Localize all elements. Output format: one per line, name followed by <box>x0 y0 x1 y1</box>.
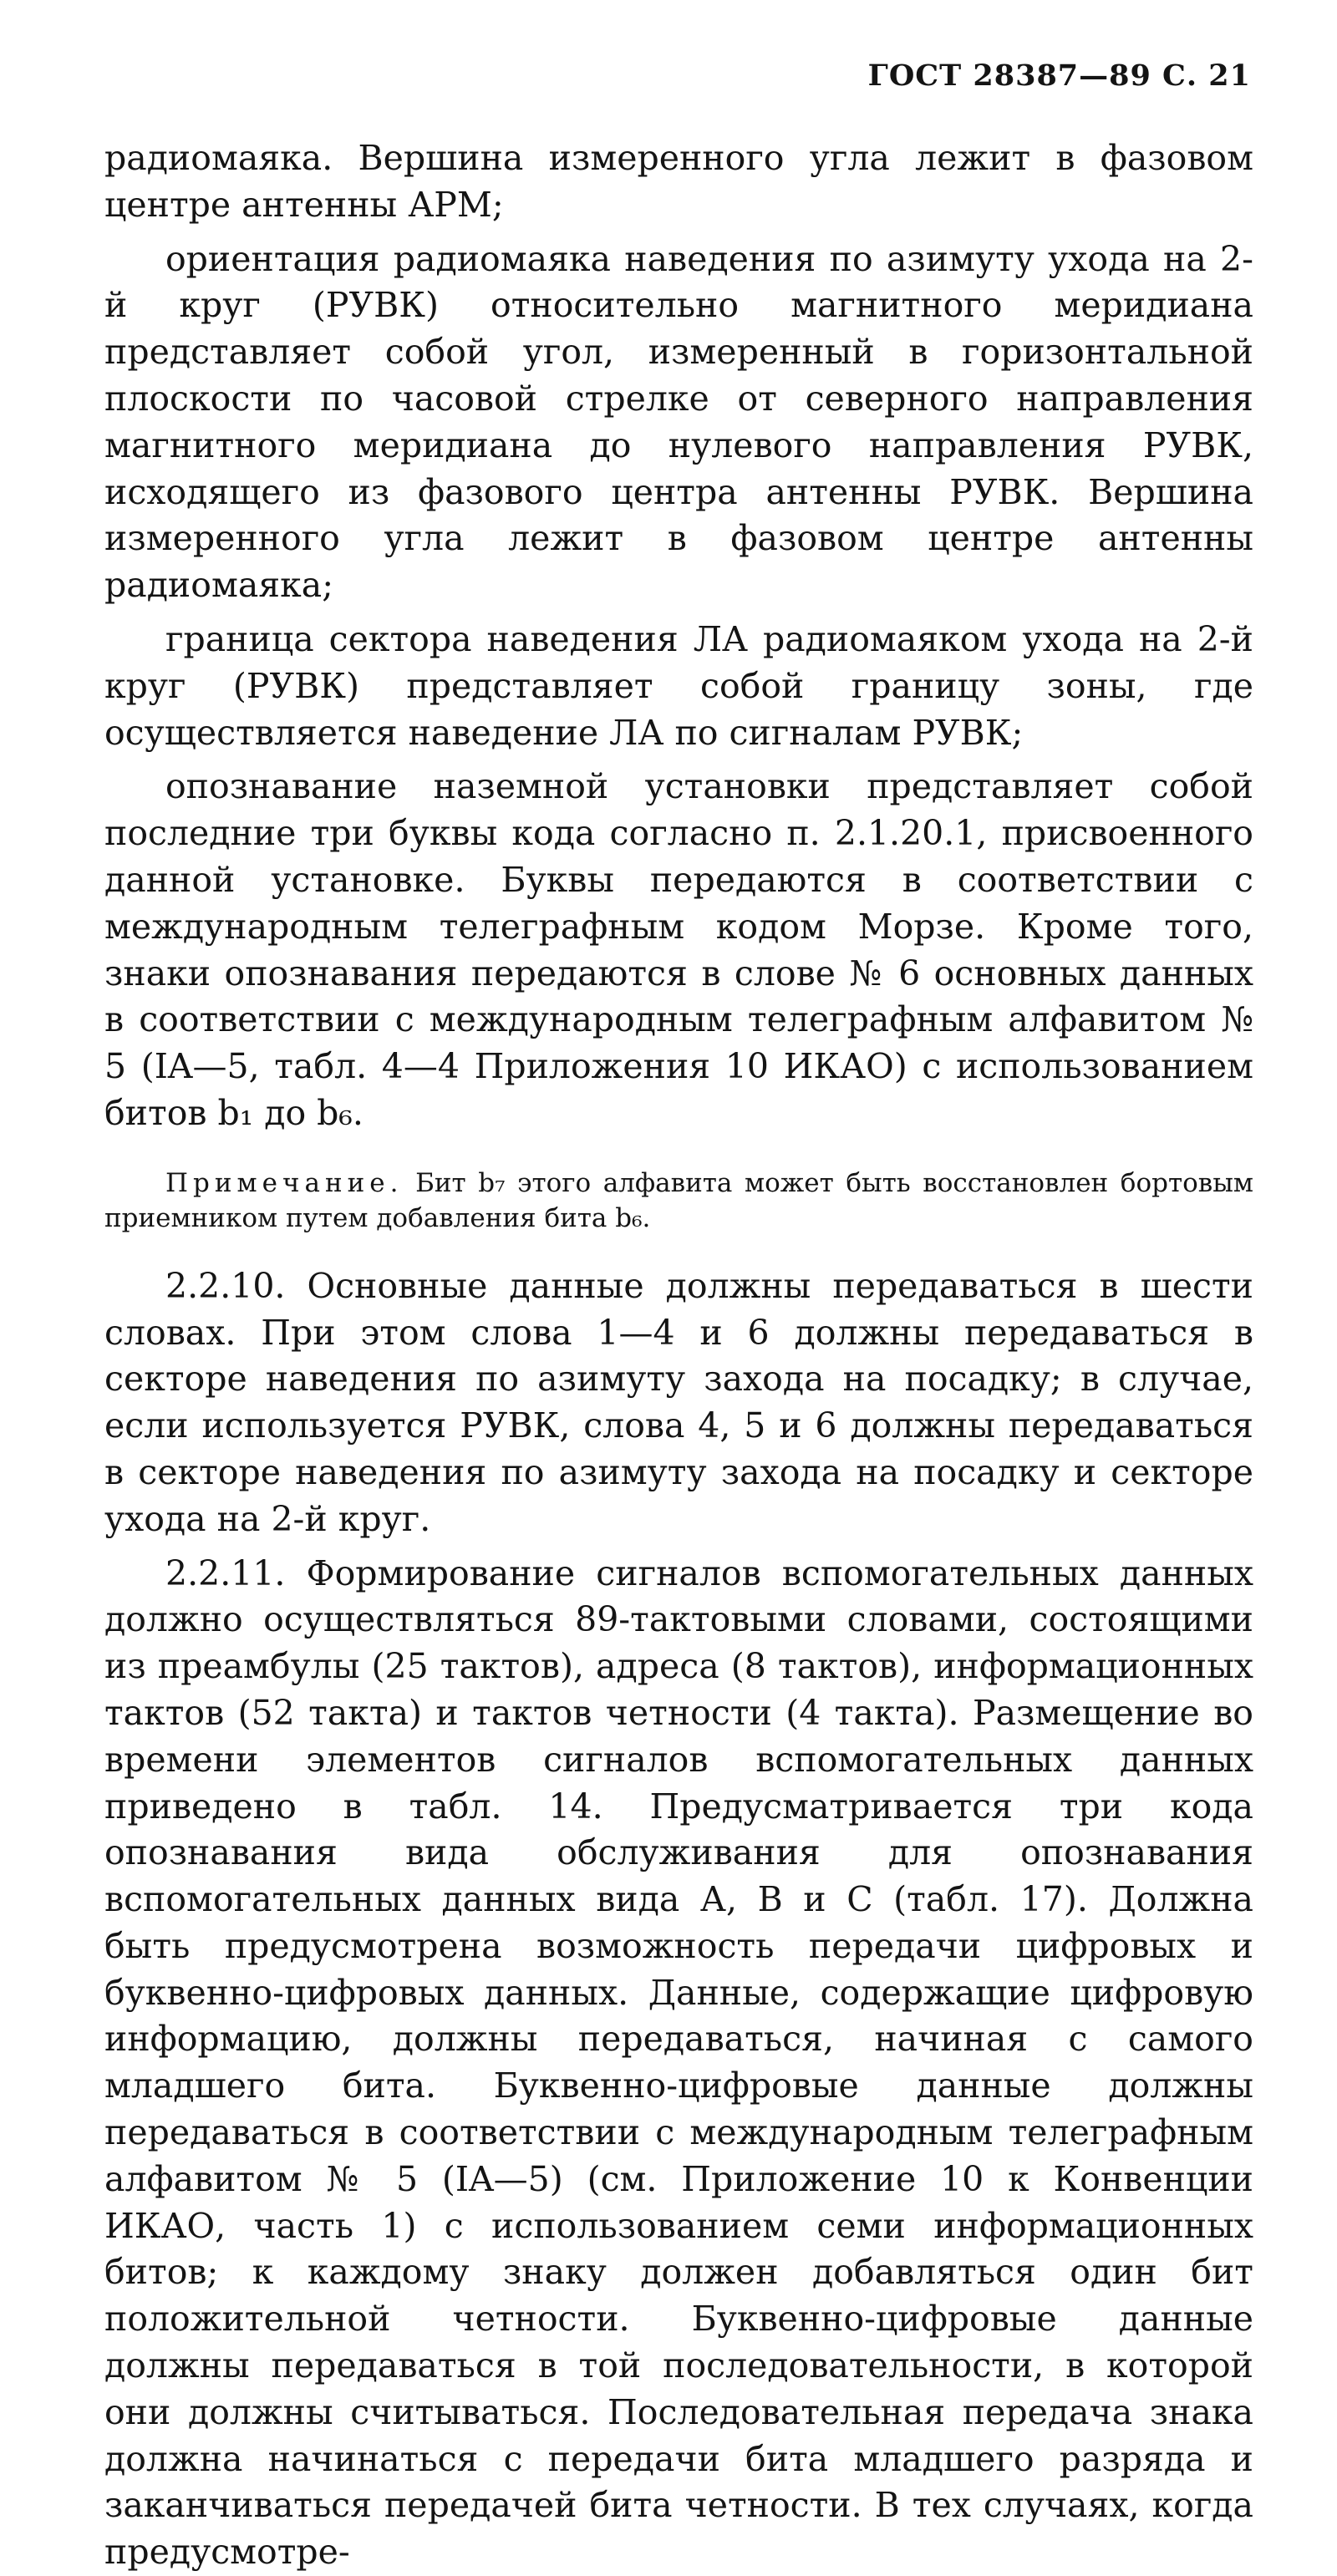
page-body <box>104 135 1253 2576</box>
paragraph-4: опознавание наземной установки представляет собой последние три буквы кода согласно п. 2.1.20.1, присвоенного данной установке. Буквы передаются в соответствии с международным телеграфным кодом Морзе. Кроме того, знаки опознавания передаются в слове № 6 основных данных в соответствии с международным телеграфным алфавитом № 5 (IA—5, табл. 4—4 Приложения 10 ИКАО) с использованием битов b₁ до b₆. <box>104 766 1253 1133</box>
note <box>104 1166 1253 1236</box>
paragraph-1: радиомаяка. Вершина измеренного угла лежит в фазовом центре антенны АРМ; <box>104 138 1253 225</box>
paragraph-2: ориентация радиомаяка наведения по азимуту ухода на 2-й круг (РУВК) относительно магнитного меридиана представляет собой угол, измеренный в горизонтальной плоскости по часовой стрелке от северного направления магнитного меридиана до нулевого направления РУВК, исходящего из фазового центра антенны РУВК. Вершина измеренного угла лежит в фазовом центре антенны радиомаяка; <box>104 238 1253 606</box>
paragraph-2-2-11: 2.2.11. Формирование сигналов вспомогательных данных должно осуществляться 89-тактовыми словами, состоящими из преамбулы (25 тактов), адреса (8 тактов), информационных тактов (52 такта) и тактов четности (4 такта). Размещение во времени элементов сигналов вспомогательных данных приведено в табл. 14. Предусматривается три кода опознавания вида обслуживания для опознавания вспомогательных данных вида А, В и С (табл. 17). Должна быть предусмотрена возможность передачи цифровых и буквенно-цифровых данных. Данные, содержащие цифровую информацию, должны передаваться, начиная с самого младшего бита. Буквенно-цифровые данные должны передаваться в соответствии с международным телеграфным алфавитом № 5 (IA—5) (см. Приложение 10 к Конвенции ИКАО, часть 1) с использованием семи информационных битов; к каждому знаку должен добавляться один бит положительной четности. Буквенно-цифровые данные должны передаваться в той последовательности, в которой они должны считываться. Последовательная передача знака должна начинаться с передачи бита младшего разряда и заканчиваться передачей бита четности. В тех случаях, когда предусмотре- <box>104 1552 1253 2573</box>
page-header: ГОСТ 28387—89 С. 21 <box>867 58 1251 93</box>
note-label: Примечание. <box>165 1167 404 1198</box>
note-text: Бит b₇ этого алфавита может быть восстановлен бортовым приемником путем добавления бита b₆. <box>104 1167 1253 1233</box>
paragraph-3: граница сектора наведения ЛА радиомаяком ухода на 2-й круг (РУВК) представляет собой границу зоны, где осуществляется наведение ЛА по сигналам РУВК; <box>104 618 1253 753</box>
paragraph-2-2-10: 2.2.10. Основные данные должны передаваться в шести словах. При этом слова 1—4 и 6 должны передаваться в секторе наведения по азимуту захода на посадку; в случае, если используется РУВК, слова 4, 5 и 6 должны передаваться в секторе наведения по азимуту захода на посадку и секторе ухода на 2-й круг. <box>104 1265 1253 1539</box>
